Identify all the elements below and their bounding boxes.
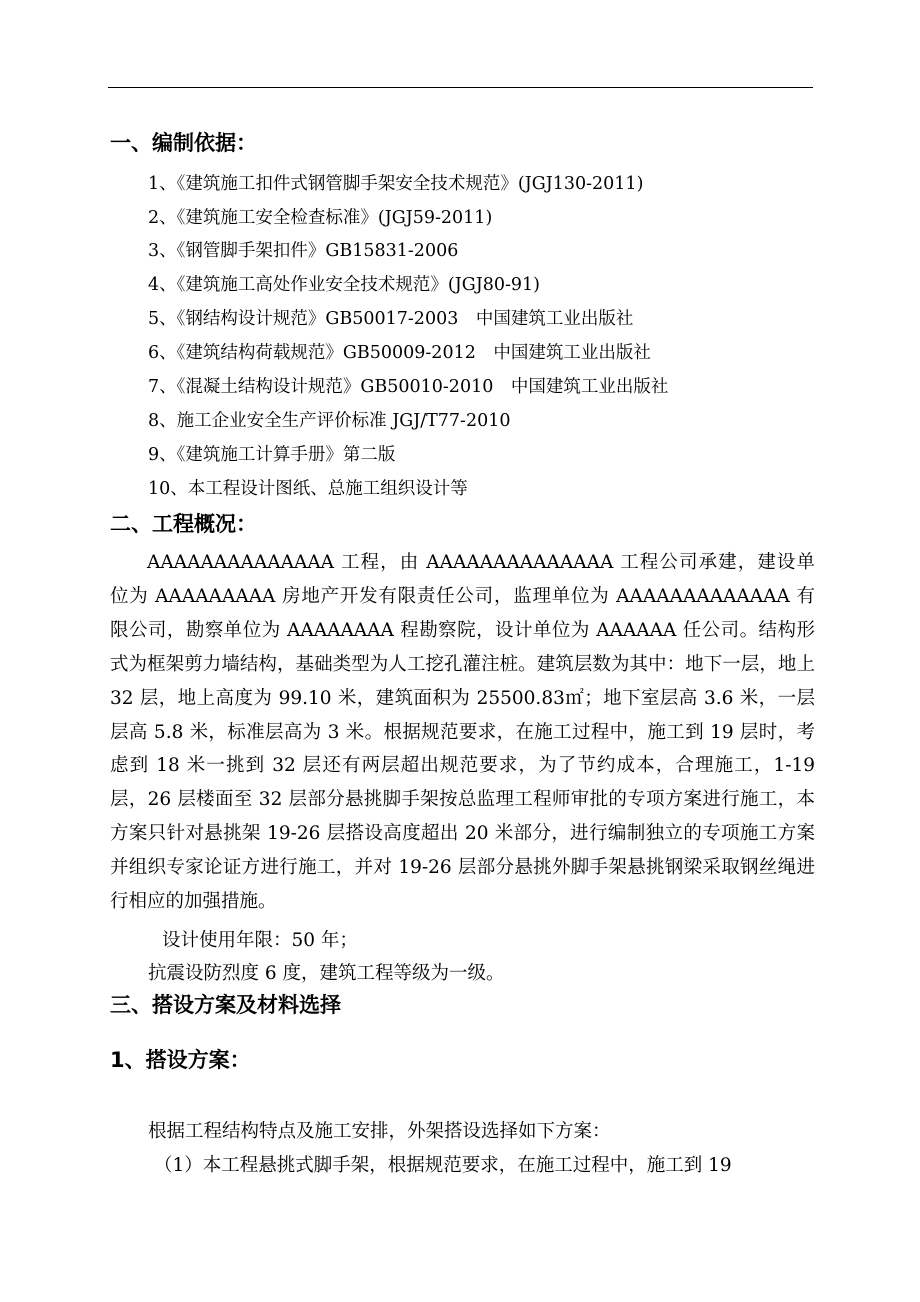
section-1-heading: 一、编制依据： (110, 131, 257, 155)
seismic-fortification: 抗震设防烈度 6 度，建筑工程等级为一级。 (148, 963, 505, 984)
scheme-item-1: （1）本工程悬挑式脚手架，根据规范要求，在施工过程中，施工到 19 (154, 1155, 732, 1176)
section-2-heading: 二、工程概况： (110, 512, 257, 536)
reference-item-7: 7、《混凝土结构设计规范》GB50010-2010 中国建筑工业出版社 (148, 377, 669, 397)
reference-item-5: 5、《钢结构设计规范》GB50017-2003 中国建筑工业出版社 (148, 309, 634, 329)
reference-item-4: 4、《建筑施工高处作业安全技术规范》(JGJ80-91) (148, 275, 540, 295)
reference-item-8: 8、施工企业安全生产评价标准 JGJ/T77-2010 (148, 411, 511, 431)
section-3-heading: 三、搭设方案及材料选择 (110, 993, 341, 1017)
reference-item-2: 2、《建筑施工安全检查标准》(JGJ59-2011) (148, 208, 493, 228)
project-overview-paragraph: AAAAAAAAAAAAAA 工程，由 AAAAAAAAAAAAAA 工程公司承建，建设单位为 AAAAAAAAA 房地产开发有限责任公司，监理单位为 AAAAAAAAAAAAA 有限公司，勘察单位为 AAAAAAAA 程勘察院，设计单位为 AAAAAA 任公司。结构形式为框架剪力墙结构，基础类型为人工挖孔灌注桩。建筑层数为其中：地下一层，地上 32 层，地上高度为 99.10 米，建筑面积为 25500.83㎡；地下室层高 3.6 米，一层层高 5.8 米，标准层高为 3 米。根据规范要求，在施工过程中，施工到 19 层时，考虑到 18 米一挑到 32 层还有两层超出规范要求，为了节约成本，合理施工，1-19 层，26 层楼面至 32 层部分悬挑脚手架按总监理工程师审批的专项方案进行施工，本方案只针对悬挑架 19-26 层搭设高度超出 20 米部分，进行编制独立的专项施工方案并组织专家论证方进行施工，并对 19-26 层部分悬挑外脚手架悬挑钢梁采取钢丝绳进行相应的加强措施。 (110, 552, 815, 913)
subsection-3-1-heading: 1、搭设方案： (110, 1048, 251, 1072)
reference-item-10: 10、本工程设计图纸、总施工组织设计等 (148, 479, 468, 499)
reference-item-1: 1、《建筑施工扣件式钢管脚手架安全技术规范》(JGJ130-2011) (148, 174, 644, 194)
scheme-intro: 根据工程结构特点及施工安排，外架搭设选择如下方案： (148, 1121, 611, 1142)
reference-item-6: 6、《建筑结构荷载规范》GB50009-2012 中国建筑工业出版社 (148, 343, 651, 363)
design-service-life: 设计使用年限：50 年； (162, 930, 358, 951)
reference-item-9: 9、《建筑施工计算手册》第二版 (148, 445, 396, 465)
reference-item-3: 3、《钢管脚手架扣件》GB15831-2006 (148, 241, 459, 261)
header-rule (108, 87, 813, 88)
